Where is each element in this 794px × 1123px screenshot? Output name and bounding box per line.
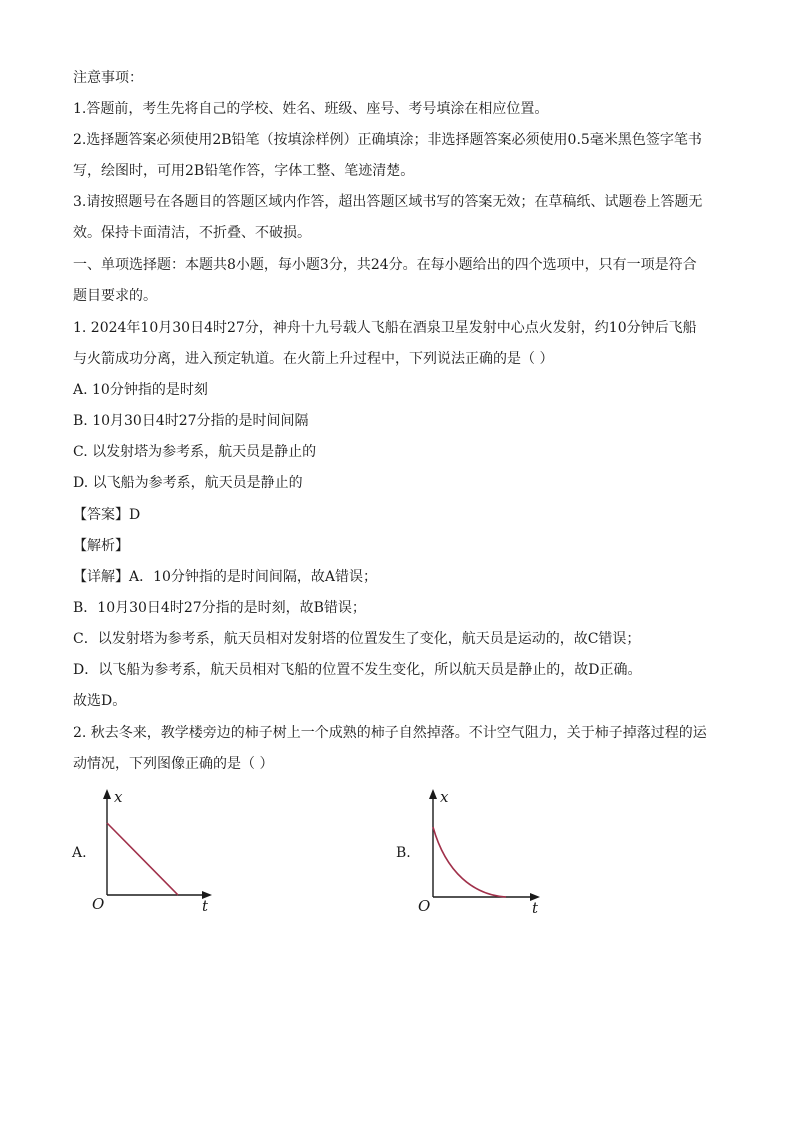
q1-option-b: B. 10月30日4时27分指的是时间间隔	[73, 413, 309, 429]
note-item-2-cont: 写，绘图时，可用2B铅笔作答，字体工整、笔迹清楚。	[73, 163, 415, 179]
q1-analysis-5: 故选D。	[73, 693, 127, 709]
graph-b-y-arrow	[429, 789, 437, 799]
graph-a-curve	[107, 823, 178, 895]
section-heading-2: 题目要求的。	[73, 288, 157, 304]
q1-analysis-1: 【详解】A．10分钟指的是时间间隔，故A错误；	[73, 569, 378, 585]
q1-option-c: C. 以发射塔为参考系，航天员是静止的	[73, 444, 317, 460]
graph-b-curve	[433, 827, 506, 897]
q1-option-d: D. 以飞船为参考系，航天员是静止的	[73, 475, 303, 491]
note-item-3: 3.请按照题号在各题目的答题区域内作答，超出答题区域书写的答案无效；在草稿纸、试题卷上答题无	[73, 194, 703, 210]
section-heading-1: 一、单项选择题：本题共8小题，每小题3分，共24分。在每小题给出的四个选项中，只有一项是符合	[73, 257, 697, 273]
q2-stem-1: 2. 秋去冬来，教学楼旁边的柿子树上一个成熟的柿子自然掉落。不计空气阻力，关于柿子掉落过程的运	[73, 725, 707, 741]
graph-a-y-label: x	[114, 788, 123, 806]
graph-a-x-label: t	[202, 897, 209, 915]
q1-analysis-title: 【解析】	[73, 538, 129, 554]
q2-option-b-label: B.	[396, 845, 411, 861]
q1-analysis-3: C．以发射塔为参考系，航天员相对发射塔的位置发生了变化，航天员是运动的，故C错误；	[73, 631, 641, 647]
graph-a-y-arrow	[103, 789, 111, 799]
q2-graph-b	[414, 785, 554, 920]
q2-graph-a	[88, 785, 228, 920]
q1-stem-1: 1. 2024年10月30日4时27分，神舟十九号载人飞船在酒泉卫星发射中心点火发射，约10分钟后飞船	[73, 320, 697, 336]
graph-b-y-label: x	[440, 788, 449, 806]
graph-b-x-label: t	[532, 899, 539, 917]
note-item-2: 2.选择题答案必须使用2B铅笔（按填涂样例）正确填涂；非选择题答案必须使用0.5毫米黑色签字笔书	[73, 132, 702, 148]
q1-analysis-2: B．10月30日4时27分指的是时刻，故B错误；	[73, 600, 366, 616]
note-item-1: 1.答题前，考生先将自己的学校、姓名、班级、座号、考号填涂在相应位置。	[73, 101, 549, 117]
q1-option-a: A. 10分钟指的是时刻	[73, 382, 208, 398]
graph-b-origin-label: O	[418, 897, 431, 915]
q1-analysis-4: D．以飞船为参考系，航天员相对飞船的位置不发生变化，所以航天员是静止的，故D正确。	[73, 662, 642, 678]
q1-answer: 【答案】D	[73, 507, 141, 523]
graph-a-origin-label: O	[92, 895, 105, 913]
notes-heading: 注意事项：	[73, 70, 143, 86]
q2-option-a-label: A.	[72, 845, 87, 861]
note-item-3-cont: 效。保持卡面清洁，不折叠、不破损。	[73, 225, 311, 241]
q2-stem-2: 动情况，下列图像正确的是（ ）	[73, 756, 274, 772]
q1-stem-2: 与火箭成功分离，进入预定轨道。在火箭上升过程中，下列说法正确的是（ ）	[73, 351, 554, 367]
